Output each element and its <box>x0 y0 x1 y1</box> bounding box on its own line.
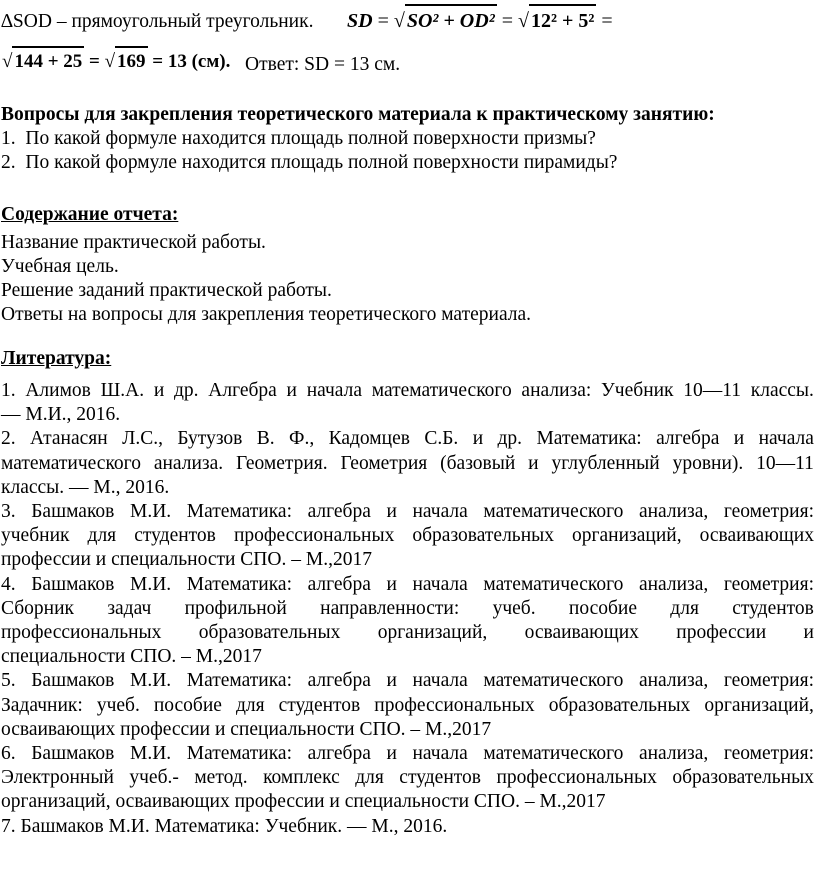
literature-word: уровни). <box>672 452 744 474</box>
literature-word: 2. <box>1 428 16 450</box>
literature-word: Электронный <box>1 767 114 789</box>
literature-word: Математика: <box>186 501 292 522</box>
literature-word: и <box>386 501 397 522</box>
literature-word: Бутузов <box>177 428 243 450</box>
literature-line: организаций, осваивающих профессии и специальности СПО. – М.,2017 <box>1 791 606 813</box>
literature-word: Математика: <box>186 573 292 595</box>
radical-sign-2: √ <box>517 10 529 32</box>
formula-eq-sign-2: = <box>501 10 513 32</box>
literature-word: анализа, <box>638 573 709 595</box>
literature-word: комплекс <box>263 767 340 789</box>
literature-word: и <box>528 452 539 474</box>
literature-word: (базовый <box>440 452 516 474</box>
literature-word: учеб. <box>96 694 140 716</box>
literature-word: профессиональных <box>374 694 535 716</box>
questions-heading: Вопросы для закрепления теоретического материала к практическому занятию: <box>1 104 715 125</box>
literature-word: математического <box>483 501 624 522</box>
literature-word: Башмаков <box>31 501 115 522</box>
literature-line <box>1 766 814 790</box>
literature-word: организаций, <box>377 622 488 643</box>
literature-line: 7. Башмаков М.И. Математика: Учебник. — М., 2016. <box>1 815 448 837</box>
literature-line <box>1 597 814 621</box>
literature-word: Ф., <box>289 428 315 450</box>
formula-sd-label: SD <box>347 10 373 32</box>
literature-word: 6. <box>1 743 16 764</box>
literature-word: и <box>733 428 745 450</box>
formula-radicand-1: SO² + OD² <box>405 4 497 36</box>
formula-result <box>2 46 230 76</box>
literature-word: начала <box>412 743 468 764</box>
literature-word: Алимов <box>25 380 91 401</box>
literature-word: алгебра <box>656 428 720 450</box>
literature-word: осваивающих <box>699 525 814 547</box>
literature-word: учеб. <box>492 597 536 619</box>
literature-word: студентов <box>134 525 216 547</box>
literature-word: студентов <box>732 597 814 619</box>
literature-word: М.И. <box>129 573 172 595</box>
literature-word: студентов <box>399 767 481 789</box>
literature-heading: Литература: <box>1 348 112 369</box>
literature-word: Башмаков <box>31 573 115 595</box>
formula-eq-sign-3: = <box>89 51 100 72</box>
literature-word: для <box>670 597 699 619</box>
literature-word: классы. <box>750 380 814 401</box>
formula-radicand-2: 12² + 5² <box>529 4 596 36</box>
literature-word: Математика: <box>186 743 292 764</box>
literature-line <box>1 621 814 645</box>
question-number: 1. <box>1 128 16 149</box>
literature-word: и <box>803 622 814 643</box>
literature-word: анализа, <box>638 670 709 692</box>
literature-line <box>1 742 814 766</box>
literature-word: направленности: <box>320 597 460 619</box>
formula-result-value: = 13 (см). <box>152 51 231 72</box>
literature-line <box>1 500 814 524</box>
literature-line <box>1 573 814 597</box>
literature-line <box>1 694 814 718</box>
literature-word: алгебра <box>307 670 371 692</box>
literature-word: М.И. <box>129 501 172 522</box>
literature-word: анализа: <box>521 380 592 401</box>
literature-word: профессиональных <box>496 767 657 789</box>
literature-line <box>1 427 814 451</box>
literature-word: начала <box>412 573 468 595</box>
literature-word: Алгебра <box>208 380 277 401</box>
literature-word: профильной <box>184 597 287 619</box>
literature-line: профессии и специальности СПО. – М.,2017 <box>1 549 372 571</box>
literature-word: геометрия: <box>723 743 814 764</box>
literature-word: и <box>286 380 297 401</box>
formula-trailing-eq: = <box>601 10 613 32</box>
literature-line: специальности СПО. – М.,2017 <box>1 646 262 668</box>
literature-word: математического <box>483 670 624 692</box>
literature-word: задач <box>107 597 152 619</box>
literature-word: начала <box>412 670 468 692</box>
literature-word: профессиональных <box>1 622 162 643</box>
literature-word: С.Б. <box>424 428 459 450</box>
literature-word: геометрия: <box>723 501 814 522</box>
literature-word: В. <box>256 428 275 450</box>
literature-word: 4. <box>1 573 16 595</box>
literature-word: начала <box>758 428 814 450</box>
question-item <box>1 151 617 175</box>
literature-word: осваивающих <box>524 622 639 643</box>
literature-word: углубленный <box>551 452 660 474</box>
literature-line <box>1 524 814 548</box>
report-item: Ответы на вопросы для закрепления теоретического материала. <box>1 304 532 325</box>
literature-word: образовательных <box>412 525 554 547</box>
literature-line <box>1 669 814 693</box>
report-item: Название практической работы. <box>1 232 266 253</box>
literature-word: образовательных <box>672 767 814 789</box>
literature-line: осваивающих профессии и специальности СПО. – М.,2017 <box>1 718 492 740</box>
literature-word: др. <box>174 380 199 401</box>
literature-word: организаций, <box>704 694 814 716</box>
report-item: Учебная цель. <box>1 256 119 277</box>
literature-line: классы. — М., 2016. <box>1 476 170 498</box>
literature-word: математического <box>483 743 624 764</box>
literature-word: для <box>87 525 117 547</box>
literature-word: Математика: <box>536 428 642 450</box>
question-text: По какой формуле находится площадь полной поверхности пирамиды? <box>25 152 618 173</box>
literature-word: математического <box>483 573 624 595</box>
literature-word: Геометрия. <box>236 452 328 474</box>
literature-word: для <box>235 694 265 716</box>
report-item: Решение заданий практической работы. <box>1 280 332 301</box>
literature-word: Башмаков <box>31 670 115 692</box>
literature-word: организаций, <box>572 525 682 547</box>
answer-text: Ответ: SD = 13 см. <box>245 54 401 75</box>
literature-word: Л.С., <box>122 428 163 450</box>
literature-word: метод. <box>194 767 248 789</box>
literature-line <box>1 379 814 403</box>
literature-word: др. <box>497 428 523 450</box>
literature-word: учебник <box>1 525 70 547</box>
formula-radicand-3: 144 + 25 <box>12 46 84 76</box>
literature-word: и <box>386 670 397 692</box>
literature-word: математического <box>1 452 141 474</box>
literature-word: 1. <box>1 380 16 401</box>
literature-word: М.И. <box>129 743 172 764</box>
literature-word: студентов <box>278 694 361 716</box>
radical-sign-3: √ <box>2 51 13 72</box>
formula-radicand-4: 169 <box>115 46 148 76</box>
literature-word: для <box>355 767 384 789</box>
literature-word: и <box>386 573 397 595</box>
literature-word: учеб.- <box>129 767 179 789</box>
literature-word: 10—11 <box>756 452 814 474</box>
literature-word: математического <box>371 380 512 401</box>
literature-word: Ш.А. <box>100 380 145 401</box>
literature-word: Кадомцев <box>328 428 410 450</box>
report-heading: Содержание отчета: <box>1 204 179 225</box>
literature-word: Атанасян <box>30 428 108 450</box>
literature-word: геометрия: <box>723 573 814 595</box>
literature-line: — М.И., 2016. <box>1 404 121 426</box>
literature-word: профессии <box>676 622 767 643</box>
literature-word: Башмаков <box>31 743 115 764</box>
solution-statement: ∆SOD – прямоугольный треугольник. <box>1 11 314 32</box>
literature-line <box>1 452 814 476</box>
literature-word: образовательных <box>548 694 691 716</box>
literature-word: и <box>386 743 397 764</box>
formula-sd <box>347 4 613 36</box>
literature-word: и <box>472 428 484 450</box>
question-item <box>1 127 596 151</box>
question-number: 2. <box>1 152 16 173</box>
literature-word: Сборник <box>1 597 75 619</box>
literature-word: 5. <box>1 670 16 692</box>
literature-word: Геометрия <box>340 452 428 474</box>
literature-word: алгебра <box>307 501 371 522</box>
literature-word: алгебра <box>307 743 371 764</box>
literature-word: алгебра <box>307 573 371 595</box>
formula-eq-sign: = <box>377 10 389 32</box>
literature-word: Задачник: <box>1 694 83 716</box>
literature-word: анализа, <box>638 743 709 764</box>
literature-word: геометрия: <box>723 670 814 692</box>
literature-word: М.И. <box>129 670 172 692</box>
radical-sign-4: √ <box>104 51 116 72</box>
literature-word: профессиональных <box>233 525 395 547</box>
radical-sign: √ <box>393 10 405 32</box>
literature-word: 3. <box>1 501 16 522</box>
literature-word: образовательных <box>198 622 341 643</box>
question-text: По какой формуле находится площадь полной поверхности призмы? <box>25 128 596 149</box>
literature-word: 10—11 <box>683 380 742 401</box>
literature-word: и <box>153 380 165 401</box>
literature-word: Учебник <box>601 380 674 401</box>
literature-word: пособие <box>568 597 637 619</box>
literature-word: анализа, <box>638 501 709 522</box>
literature-word: начала <box>306 380 363 401</box>
literature-word: Математика: <box>186 670 292 692</box>
literature-word: начала <box>412 501 468 522</box>
literature-word: пособие <box>153 694 222 716</box>
literature-word: анализа. <box>153 452 224 474</box>
